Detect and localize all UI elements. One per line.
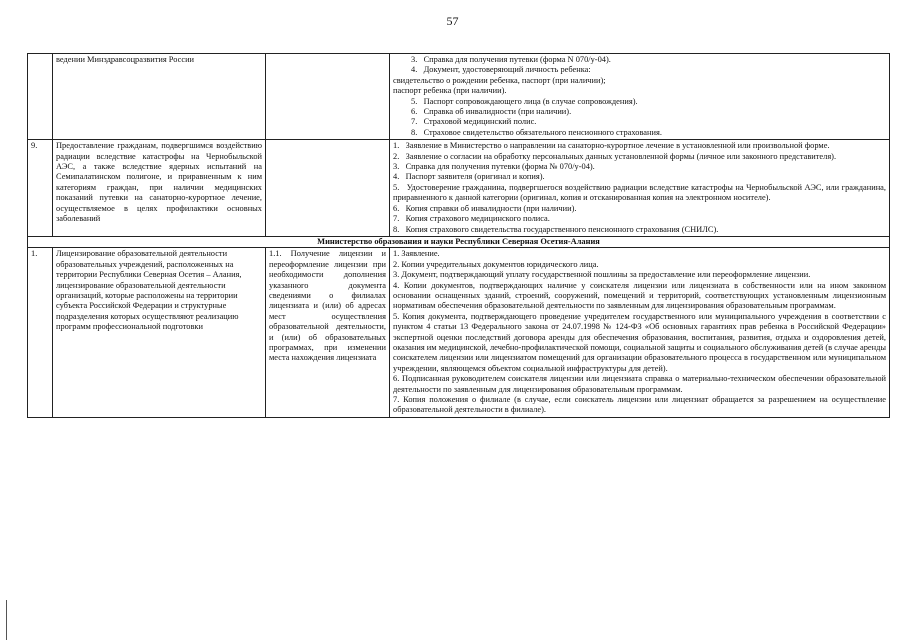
scan-margin-mark [6, 600, 7, 640]
document-item: 8. Страховое свидетельство обязательного пенсионного страхования. [411, 127, 662, 137]
section-header: Министерство образования и науки Республики Северная Осетия-Алания [28, 236, 890, 247]
service-name-cell [53, 140, 266, 237]
documents-cell [390, 140, 890, 237]
service-name: ведении Минздравсоцразвития России [56, 55, 195, 64]
service-name-cell [53, 248, 266, 418]
row-number: 9. [31, 141, 38, 151]
services-table [27, 53, 890, 418]
subservice-name: 1.1. Получение лицензии и переоформление лицензии при необходимости дополнения указанного документа сведениями о филиалах лицензиата и (или) об адресах мест осуществления образовательной деятельности, и (или) об образовательных программах, при изменении места нахождения лицензиата [269, 249, 386, 363]
section-header-row [28, 236, 890, 247]
document-item: 6. Справка об инвалидности (при наличии). [411, 107, 572, 117]
service-name: Лицензирование образовательной деятельности образовательных учреждений, расположенных на территории Республики Северная Осетия – Алания, лицензирование образовательной деятельности организаций, которые расположены на территории субъекта Российской Федерации и структурные подразделения которых осуществляют реализацию программ профессиональной подготовки [56, 249, 242, 332]
documents-cell [390, 54, 890, 140]
table-row-1 [28, 248, 890, 418]
page-number: 57 [446, 14, 459, 28]
document-item: 7. Копия положения о филиале (в случае, если соискатель лицензии или лицензиат обращается за разрешением на осуществление образовательной деятельности в филиале). [393, 395, 886, 415]
service-name: Предоставление гражданам, подвергшимся воздействию радиации вследствие катастрофы на Чернобыльской АЭС, а также вследствие ядерных испытаний на Семипалатинском полигоне, и приравненным к ним категориям граждан, при наличии медицинских показаний путевки на санаторно-курортное лечение, осуществляемое в целях профилактики основных заболеваний [56, 141, 262, 224]
document-item: 3. Справка для получения путевки (форма N 070/у-04). [411, 55, 611, 64]
document-item: 1. Заявление. [393, 249, 440, 259]
document-item: 7. Страховой медицинский полис. [411, 117, 537, 127]
document-item: свидетельство о рождении ребенка, паспорт (при наличии); [393, 75, 606, 85]
document-item: 6. Копия справки об инвалидности (при наличии). [393, 203, 577, 213]
document-item: 4. Паспорт заявителя (оригинал и копия). [393, 172, 545, 182]
document-item: 5. Копия документа, подтверждающего проведение учредителем государственного или муниципального учреждения в соответствии с пунктом 4 статьи 13 Федерального закона от 24.07.1998 № 124-ФЗ «Об основных гарантиях прав ребенка в Российской Федерации» экспертной оценки последствий договора аренды для обеспечения образования, воспитания, развития, отдыха и оздоровления детей, оказания им медицинской, лечебно-профилактической помощи, социальной защиты и социального обслуживания детей (в случае аренды соискателем лицензии или лицензиатом помещений для организации образовательного процесса в государственном или муниципальном учреждении, являющемся объектом социальной инфраструктуры для детей). [393, 311, 886, 373]
subservice-cell [266, 248, 390, 418]
document-item: 2. Копии учредительных документов юридического лица. [393, 259, 599, 269]
row-number-cell [28, 54, 53, 140]
row-number-cell [28, 248, 53, 418]
row-number: 1. [31, 249, 38, 259]
document-item: 8. Копия страхового свидетельства государственного пенсионного страхования (СНИЛС). [393, 224, 719, 234]
document-item: 7. Копия страхового медицинского полиса. [393, 214, 550, 224]
document-item: 3. Справка для получения путевки (форма № 070/у-04). [393, 162, 595, 172]
document-item: 5. Удостоверение гражданина, подвергшегося воздействию радиации вследствие катастрофы на Чернобыльской АЭС, или гражданина, приравненного к данной категории (оригинал, копия и отсканированная копия на электронном носителе). [393, 182, 886, 203]
documents-cell [390, 248, 890, 418]
document-item: 3. Документ, подтверждающий уплату государственной пошлины за предоставление или переоформление лицензии. [393, 270, 811, 280]
document-item: 6. Подписанная руководителем соискателя лицензии или лицензиата справка о материально-техническом обеспечении образовательной деятельности по заявленным для лицензирования образовательным программам. [393, 374, 886, 394]
table-row-continuation [28, 54, 890, 140]
subservice-cell [266, 54, 390, 140]
service-name-cell [53, 54, 266, 140]
subservice-cell [266, 140, 390, 237]
table-row-9 [28, 140, 890, 237]
document-item: 2. Заявление о согласии на обработку персональных данных установленной формы (личное или законного представителя). [393, 151, 837, 161]
document-item: 4. Копии документов, подтверждающих наличие у соискателя лицензии или лицензиата в собственности или на ином законном основании оснащенных зданий, строений, сооружений, помещений и территорий, соответствующих установленным лицензионным нормативам обеспечения образовательной деятельности по заявленным для лицензирования образовательным программам. [393, 280, 886, 311]
document-item: 4. Документ, удостоверяющий личность ребенка: [411, 65, 591, 75]
document-item: паспорт ребенка (при наличии). [393, 86, 507, 96]
document-item: 1. Заявление в Министерство о направлении на санаторно-курортное лечение в установленной или произвольной форме. [393, 141, 830, 151]
document-item: 5. Паспорт сопровождающего лица (в случае сопровождения). [411, 96, 638, 106]
row-number-cell [28, 140, 53, 237]
